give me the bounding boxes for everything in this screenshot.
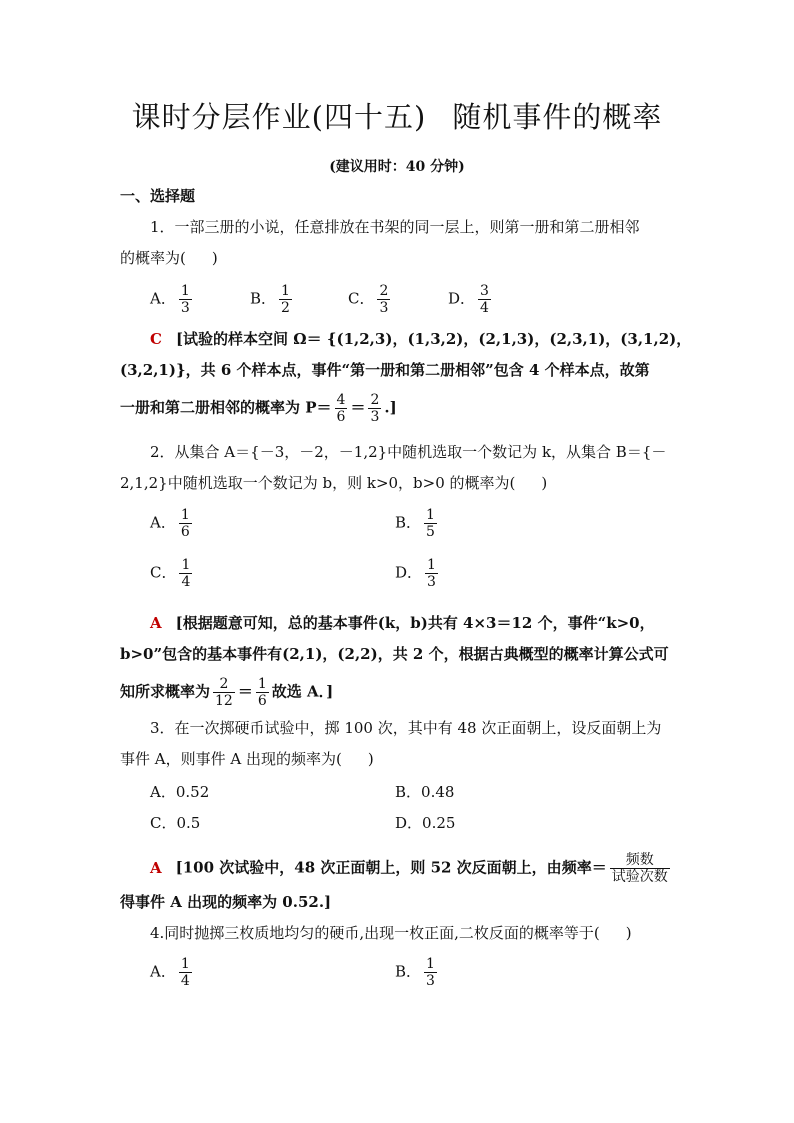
q3-option-a: A．0.52 [150, 783, 210, 801]
q1-solution-fraction-2: $\frac{2}{3}$ [370, 392, 380, 425]
q2-option-b-fraction: $\frac{1}{5}$ [426, 507, 435, 540]
q2-solution-line1: A [根据题意可知，总的基本事件(k，b)共有 4×3＝12 个，事件“k>0， [150, 614, 655, 632]
q1-option-c: C． $\frac{2}{3}$ [348, 283, 389, 316]
q2-solution-line2: b>0”包含的基本事件有(2,1)，(2,2)，共 2 个，根据古典概型的概率计算公式可 [120, 645, 669, 663]
q2-solution-fraction-2: $\frac{1}{6}$ [257, 676, 267, 709]
q1-option-d-fraction: $\frac{3}{4}$ [480, 283, 489, 316]
title-main: 课时分层作业(四十五) [131, 100, 427, 134]
q3-solution-fraction: $\frac{\text{频数}}{\text{试验次数}}$ [611, 852, 668, 885]
q4-option-b: B． $\frac{1}{3}$ [395, 956, 435, 989]
q4-option-a: A． $\frac{1}{4}$ [150, 956, 190, 989]
q1-option-a: A． $\frac{1}{3}$ [150, 283, 190, 316]
q1-option-b-fraction: $\frac{1}{2}$ [281, 283, 290, 316]
q3-option-d: D．0.25 [395, 814, 456, 832]
q1-stem-line1: 1．一部三册的小说，任意排放在书架的同一层上，则第一册和第二册相邻 [150, 218, 640, 236]
q2-solution-fraction-1: $\frac{2}{12}$ [215, 676, 233, 709]
q1-answer-letter: C [150, 330, 162, 348]
q1-solution-line1: C [试验的样本空间 Ω＝ {(1,2,3)，(1,3,2)，(2,1,3)，(2,3,1)，(3,1,2)， [150, 330, 692, 348]
q1-option-b: B． $\frac{1}{2}$ [250, 283, 290, 316]
q2-option-c: C． $\frac{1}{4}$ [150, 557, 191, 590]
q3-solution-line1: A [100 次试验中，48 次正面朝上，则 52 次反面朝上，由频率＝ $\frac{\text{频数}}{\text{试验次数}}$ [150, 852, 668, 885]
q3-solution-line2: 得事件 A 出现的频率为 0.52.] [120, 893, 332, 911]
q2-option-a: A． $\frac{1}{6}$ [150, 507, 190, 540]
q3-stem-line1: 3．在一次掷硬币试验中，掷 100 次，其中有 48 次正面朝上，设反面朝上为 [150, 719, 662, 737]
q1-stem-line2: 的概率为( ) [120, 249, 218, 267]
q2-answer-letter: A [150, 614, 162, 632]
q4-option-a-fraction: $\frac{1}{4}$ [180, 956, 190, 989]
q1-solution-line3: 一册和第二册相邻的概率为 P＝ $\frac{4}{6}$ ＝ $\frac{2}{3}$ .] [120, 392, 397, 425]
q2-option-d-fraction: $\frac{1}{3}$ [427, 557, 436, 590]
q2-stem-line1: 2．从集合 A＝{－3，－2，－1,2}中随机选取一个数记为 k，从集合 B＝{－ [150, 443, 667, 461]
q2-stem-line2: 2,1,2}中随机选取一个数记为 b，则 k>0，b>0 的概率为( ) [120, 474, 548, 492]
suggested-time: (建议用时：40 分钟) [329, 159, 465, 175]
q3-option-c: C．0.5 [150, 814, 201, 832]
section-heading: 一、选择题 [120, 187, 196, 205]
q1-option-c-fraction: $\frac{2}{3}$ [379, 283, 389, 316]
q4-stem-line1: 4.同时抛掷三枚质地均匀的硬币,出现一枚正面,二枚反面的概率等于( ) [150, 924, 632, 942]
q1-option-a-fraction: $\frac{1}{3}$ [180, 283, 190, 316]
q3-stem-line2: 事件 A，则事件 A 出现的频率为( ) [120, 750, 374, 768]
q2-option-a-fraction: $\frac{1}{6}$ [180, 507, 190, 540]
page-title [0, 95, 794, 136]
q2-solution-line3: 知所求概率为 $\frac{2}{12}$ ＝ $\frac{1}{6}$ 故选 A．] [120, 676, 334, 709]
q1-option-d: D． $\frac{3}{4}$ [448, 283, 489, 316]
q2-option-d: D． $\frac{1}{3}$ [395, 557, 436, 590]
q4-option-b-fraction: $\frac{1}{3}$ [426, 956, 435, 989]
q1-solution-fraction-1: $\frac{4}{6}$ [336, 392, 346, 425]
q3-option-b: B．0.48 [395, 783, 455, 801]
q2-option-b: B． $\frac{1}{5}$ [395, 507, 435, 540]
q3-answer-letter: A [150, 858, 162, 877]
title-sub: 随机事件的概率 [452, 100, 663, 134]
q2-option-c-fraction: $\frac{1}{4}$ [181, 557, 191, 590]
q1-solution-line2: (3,2,1)}，共 6 个样本点，事件“第一册和第二册相邻”包含 4 个样本点，故第 [120, 361, 650, 379]
